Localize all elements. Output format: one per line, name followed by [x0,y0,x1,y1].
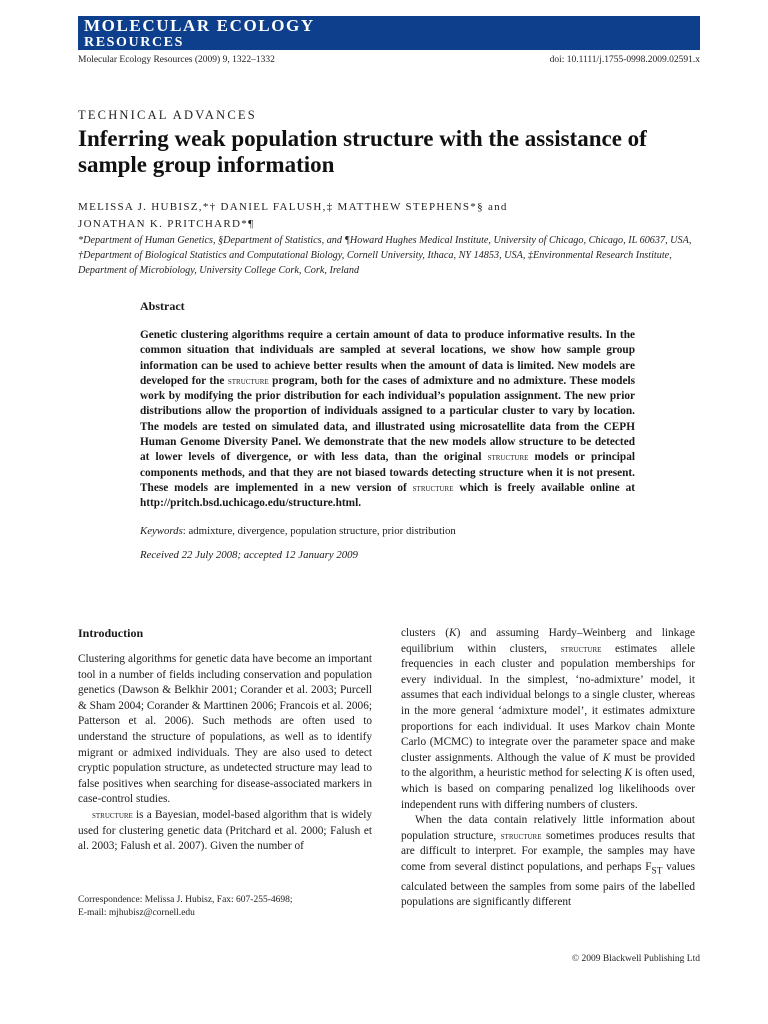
affiliations: *Department of Human Genetics, §Department of Statistics, and ¶Howard Hughes Medical Institute, University of Chicago, Chicago, IL 60637, USA, †Department of Biological Statistics and Computational Biology, Cornell University, Ithaca, NY 14853, USA, ‡Environmental Research Institute, Department of Microbiology, University College Cork, Cork, Ireland [78,235,692,276]
journal-name-line1: MOLECULAR ECOLOGY [84,16,315,35]
body-paragraph: structure is a Bayesian, model-based algorithm that is widely used for clustering genetic data (Pritchard et al. 2000; Falush et al. 2003; Falush et al. 2007). Given the number of [78,808,372,853]
doi-link[interactable]: doi: 10.1111/j.1755-0998.2009.02591.x [549,55,700,65]
journal-banner [78,16,700,50]
copyright-notice: © 2009 Blackwell Publishing Ltd [571,954,700,964]
abstract-text: Genetic clustering algorithms require a certain amount of data to produce informative results. In the common situation that individuals are sampled at several locations, we show how sample group information can be used to achieve better results when the amount of data is limited. New models are developed for the structure program, both for the cases of admixture and no admixture. These models work by modifying the prior distribution for each individual’s population assignment. The new prior distributions allow the proportion of individuals assigned to a particular cluster to vary by location. The models are tested on simulated data, and illustrated using microsatellite data from the CEPH Human Genome Diversity Panel. We demonstrate that the new models allow structure to be detected at lower levels of divergence, or with less data, than the original structure models or principal components methods, and that they are not biased towards detecting structure when it is not present. These models are implemented in a new version of structure which is freely available online at http://pritch.bsd.uchicago.edu/structure.html. [140,329,635,510]
keywords-label: Keywords [140,524,183,537]
email-line: E-mail: mjhubisz@cornell.edu [78,908,195,918]
author-list [78,199,698,233]
body-column-left [78,626,372,855]
article-title: Inferring weak population structure with the assistance of sample group information [78,126,647,177]
correspondence-note [78,894,378,920]
body-paragraph: Clustering algorithms for genetic data have become an important tool in a number of fields including conservation and population genetics (Dawson & Belkhir 2001; Corander et al. 2003; Purcell & Sham 2004; Corander & Marttinen 2006; Francois et al. 2006; Patterson et al. 2006). Such methods are often used to understand the structure of populations, as well as to identify migrant or admixed individuals. They are also used to detect cryptic population structure, as undetected structure may lead to false positives when searching for disease-associated markers in case-control studies. [78,653,372,806]
journal-citation: Molecular Ecology Resources (2009) 9, 1322–1332 [78,55,275,65]
introduction-heading: Introduction [78,626,144,640]
correspondence-line: Correspondence: Melissa J. Hubisz, Fax: 607-255-4698; [78,895,293,905]
section-label: TECHNICAL ADVANCES [78,108,257,122]
body-column-right [401,626,695,911]
body-paragraph: clusters (K) and assuming Hardy–Weinberg and linkage equilibrium within clusters, structure estimates allele frequencies in each cluster and population memberships for every individual. In the simplest, ‘no-admixture’ model, it assumes that each individual belongs to a single cluster, whereas in the more general ‘admixture model’, it estimates admixture proportions for each individual. It uses Markov chain Monte Carlo (MCMC) to integrate over the parameter space and make cluster assignments. Although the value of K must be provided to the algorithm, a heuristic method for selecting K is often used, which is based on comparing penalized log likelihoods over independent runs with differing numbers of clusters. [401,627,695,811]
received-dates: Received 22 July 2008; accepted 12 January 2009 [140,548,358,561]
abstract-heading: Abstract [140,299,185,313]
authors-line2: JONATHAN K. PRITCHARD*¶ [78,218,255,230]
authors-line1: MELISSA J. HUBISZ,*† DANIEL FALUSH,‡ MATTHEW STEPHENS*§ and [78,201,508,213]
body-paragraph: When the data contain relatively little information about population structure, structure sometimes produces results that are difficult to interpret. For example, the samples may have come from several distinct populations, and perhaps $F_{ST}$ values calculated between the samples from some pairs of the labelled populations are significantly different [401,814,695,909]
keywords-values: : admixture, divergence, population structure, prior distribution [182,524,456,537]
keywords [140,524,635,538]
abstract-section [140,299,635,561]
journal-name-line2: RESOURCES [84,35,184,50]
